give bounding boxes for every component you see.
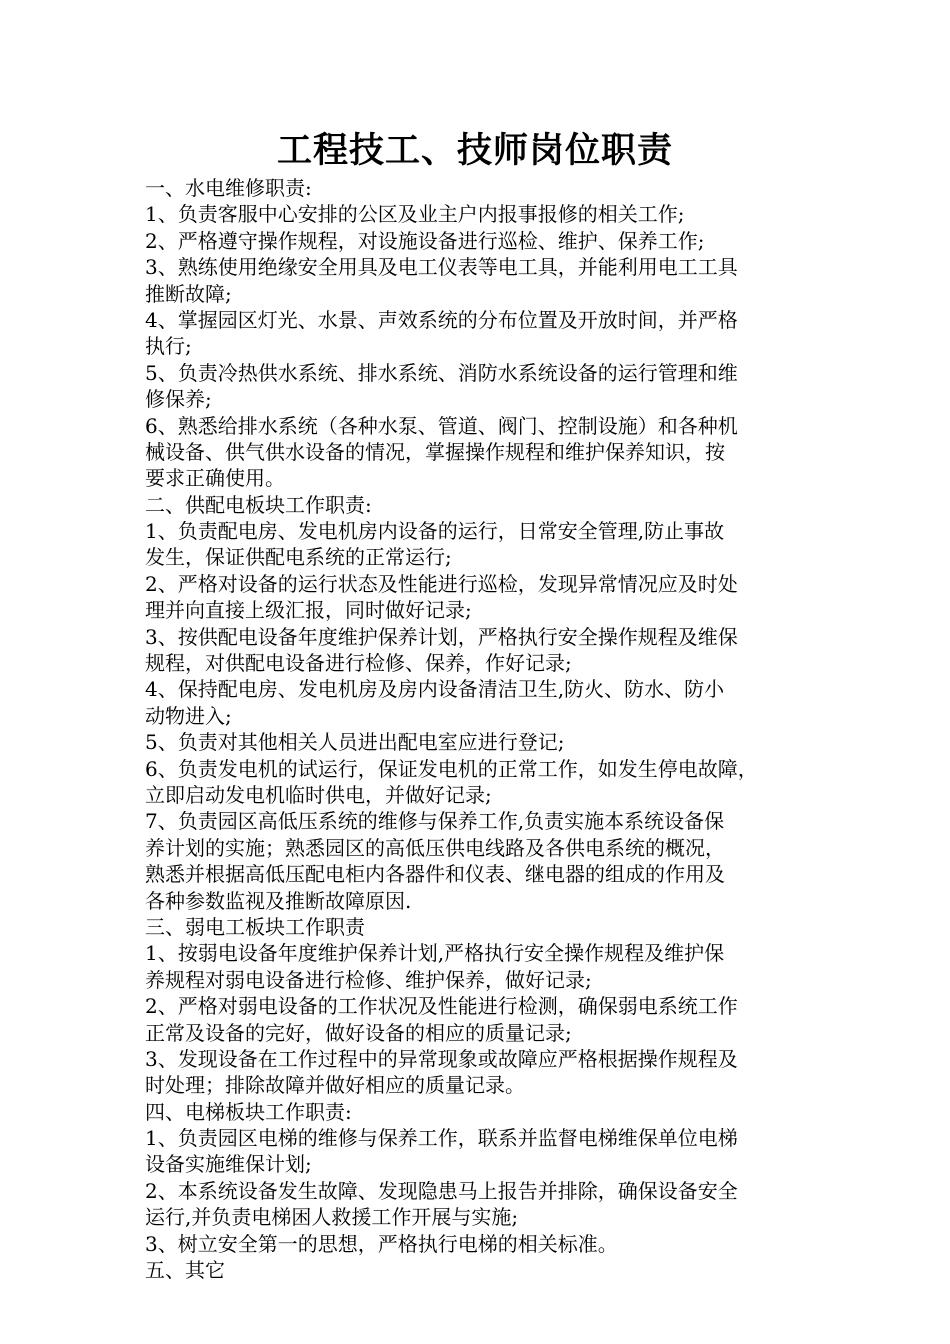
text-line: 6、负责发电机的试运行，保证发电机的正常工作，如发生停电故障， (145, 756, 758, 781)
text-line: 7、负责园区高低压系统的维修与保养工作,负责实施本系统设备保 (145, 809, 725, 834)
text-line: 养规程对弱电设备进行检修、维护保养，做好记录; (145, 967, 592, 992)
text-line: 二、供配电板块工作职责: (145, 492, 372, 517)
text-line: 养计划的实施；熟悉园区的高低压供电线路及各供电系统的概况， (145, 835, 725, 860)
text-line: 3、按供配电设备年度维护保养计划，严格执行安全操作规程及维保 (145, 624, 738, 649)
document-title: 工程技工、技师岗位职责 (276, 130, 673, 171)
text-line: 时处理；排除故障并做好相应的质量记录。 (145, 1073, 525, 1098)
text-line: 2、严格遵守操作规程，对设施设备进行巡检、维护、保养工作; (145, 228, 705, 253)
text-line: 立即启动发电机临时供电，并做好记录; (145, 782, 492, 807)
text-line: 修保养; (145, 387, 212, 412)
text-line: 要求正确使用。 (145, 466, 285, 491)
text-line: 3、树立安全第一的思想，严格执行电梯的相关标准。 (145, 1231, 618, 1256)
text-line: 6、熟悉给排水系统（各种水泵、管道、阀门、控制设施）和各种机 (145, 413, 738, 438)
text-line: 正常及设备的完好，做好设备的相应的质量记录; (145, 1020, 572, 1045)
text-line: 4、保持配电房、发电机房及房内设备清洁卫生,防火、防水、防小 (145, 677, 725, 702)
text-line: 4、掌握园区灯光、水景、声效系统的分布位置及开放时间，并严格 (145, 307, 738, 332)
text-line: 2、严格对设备的运行状态及性能进行巡检，发现异常情况应及时处 (145, 571, 738, 596)
text-line: 2、严格对弱电设备的工作状况及性能进行检测，确保弱电系统工作 (145, 994, 738, 1019)
text-line: 五、其它 (145, 1258, 225, 1283)
text-line: 设备实施维保计划; (145, 1152, 312, 1177)
document-body (145, 175, 825, 1283)
text-line: 2、本系统设备发生故障、发现隐患马上报告并排除，确保设备安全 (145, 1178, 738, 1203)
text-line: 1、负责配电房、发电机房内设备的运行，日常安全管理,防止事故 (145, 519, 725, 544)
text-line: 规程，对供配电设备进行检修、保养，作好记录; (145, 651, 572, 676)
text-line: 运行,并负责电梯困人救援工作开展与实施; (145, 1205, 519, 1230)
text-line: 熟悉并根据高低压配电柜内各器件和仪表、继电器的组成的作用及 (145, 862, 725, 887)
text-line: 1、按弱电设备年度维护保养计划,严格执行安全操作规程及维护保 (145, 941, 725, 966)
text-line: 各种参数监视及推断故障原因. (145, 888, 412, 913)
text-line: 5、负责对其他相关人员进出配电室应进行登记; (145, 730, 565, 755)
text-line: 四、电梯板块工作职责: (145, 1099, 352, 1124)
text-line: 械设备、供气供水设备的情况，掌握操作规程和维护保养知识，按 (145, 439, 725, 464)
text-line: 1、负责客服中心安排的公区及业主户内报事报修的相关工作; (145, 202, 685, 227)
text-line: 3、熟练使用绝缘安全用具及电工仪表等电工具，并能利用电工工具 (145, 255, 738, 280)
text-line: 推断故障; (145, 281, 232, 306)
text-line: 1、负责园区电梯的维修与保养工作，联系并监督电梯维保单位电梯 (145, 1126, 738, 1151)
text-line: 5、负责冷热供水系统、排水系统、消防水系统设备的运行管理和维 (145, 360, 738, 385)
text-line: 发生，保证供配电系统的正常运行; (145, 545, 452, 570)
text-line: 动物进入; (145, 703, 232, 728)
text-line: 一、水电维修职责: (145, 176, 312, 200)
text-line: 3、发现设备在工作过程中的异常现象或故障应严格根据操作规程及 (145, 1046, 738, 1071)
text-line: 理并向直接上级汇报，同时做好记录; (145, 598, 472, 623)
text-line: 三、弱电工板块工作职责 (145, 914, 365, 939)
text-line: 执行; (145, 334, 192, 359)
